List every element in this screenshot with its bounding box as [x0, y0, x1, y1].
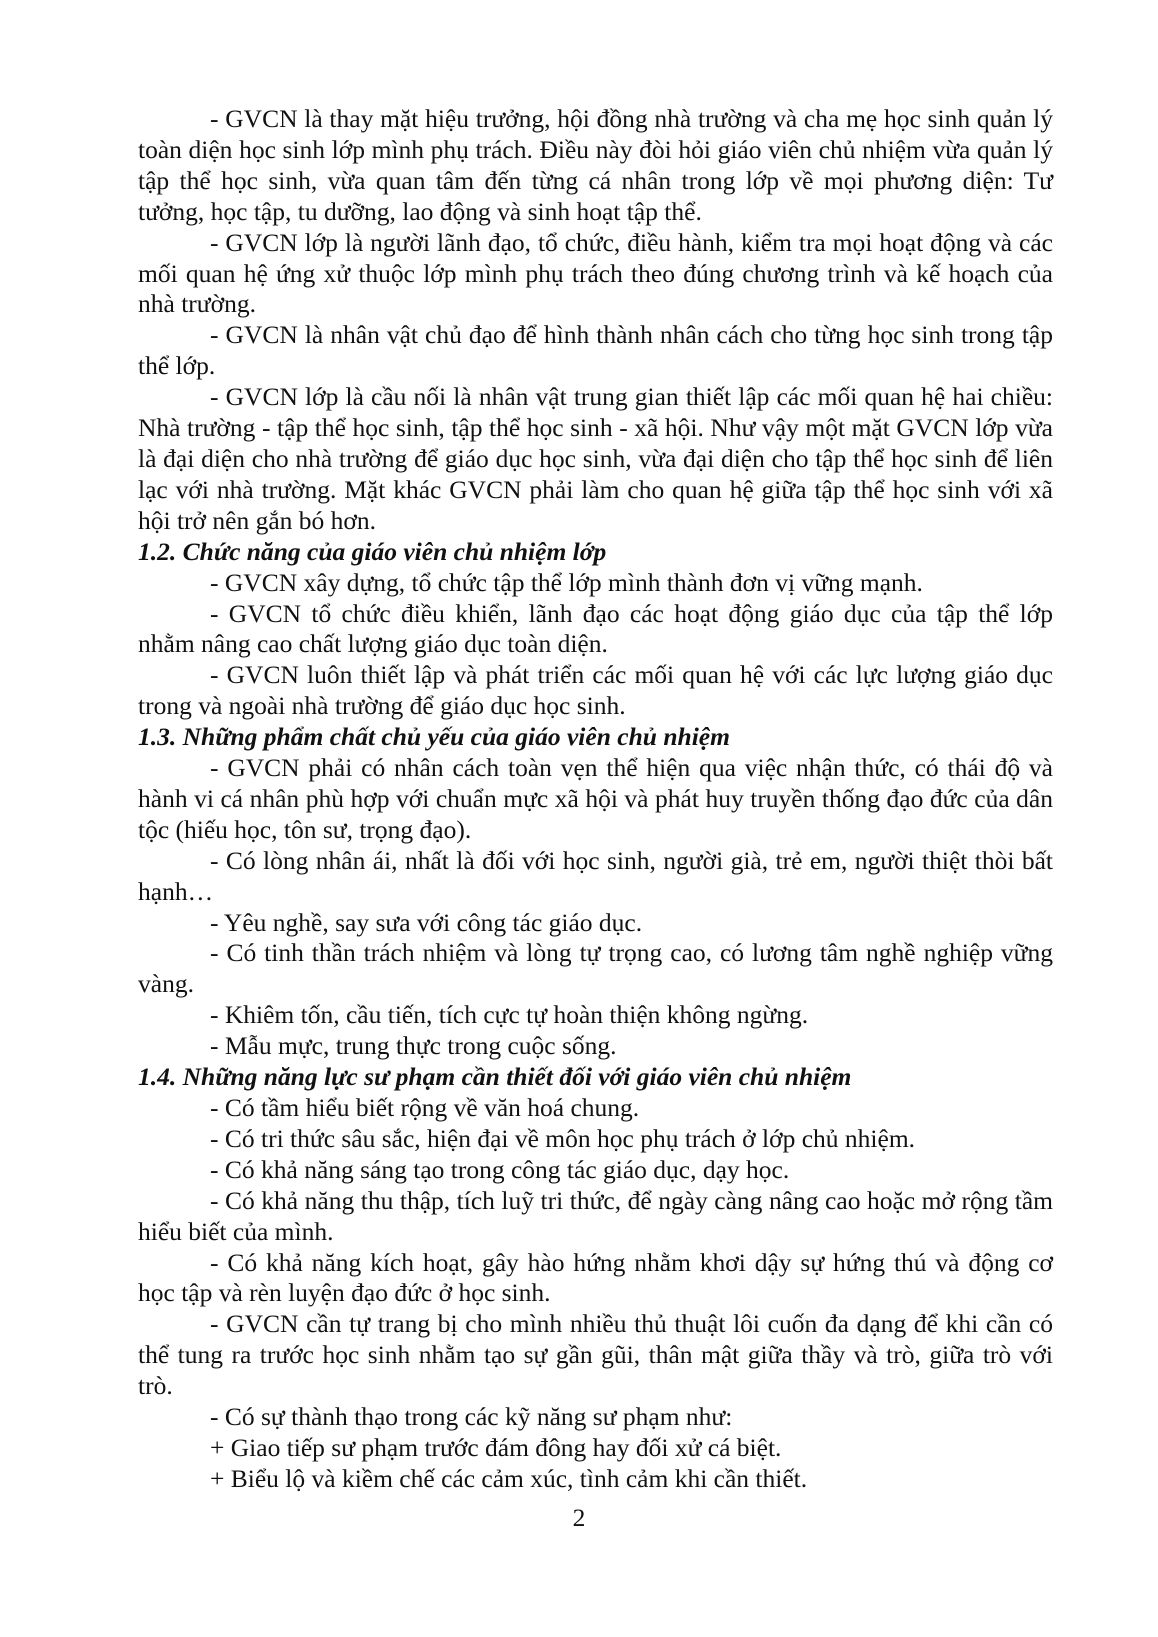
paragraph: - Có tinh thần trách nhiệm và lòng tự trọng cao, có lương tâm nghề nghiệp vững vàng. — [138, 938, 1053, 999]
page-number: 2 — [572, 1503, 586, 1532]
list-item: - Có tri thức sâu sắc, hiện đại về môn học phụ trách ở lớp chủ nhiệm. — [210, 1123, 916, 1153]
section-heading-1-3: 1.3. Những phẩm chất chủ yếu của giáo viên chủ nhiệm — [138, 722, 730, 752]
paragraph: - GVCN cần tự trang bị cho mình nhiều thủ thuật lôi cuốn đa dạng để khi cần có thể tung ra trước học sinh nhằm tạo sự gần gũi, thân mật giữa thầy và trò, giữa trò với trò. — [138, 1309, 1053, 1401]
paragraph: - GVCN tổ chức điều khiển, lãnh đạo các hoạt động giáo dục của tập thể lớp nhằm nâng cao chất lượng giáo dục toàn diện. — [138, 598, 1053, 659]
list-item: - Có khả năng sáng tạo trong công tác giáo dục, dạy học. — [210, 1154, 790, 1184]
list-item: + Biểu lộ và kiềm chế các cảm xúc, tình cảm khi cần thiết. — [210, 1463, 808, 1493]
paragraph: - Có lòng nhân ái, nhất là đối với học sinh, người già, trẻ em, người thiệt thòi bất hạnh… — [138, 845, 1053, 906]
paragraph: - Có khả năng thu thập, tích luỹ tri thức, để ngày càng nâng cao hoặc mở rộng tầm hiểu biết của mình. — [138, 1185, 1053, 1246]
list-item: - Yêu nghề, say sưa với công tác giáo dục. — [210, 907, 643, 937]
paragraph: - GVCN là nhân vật chủ đạo để hình thành nhân cách cho từng học sinh trong tập thể lớp. — [138, 320, 1053, 381]
paragraph: - Có khả năng kích hoạt, gây hào hứng nhằm khơi dậy sự hứng thú và động cơ học tập và rèn luyện đạo đức ở học sinh. — [138, 1247, 1053, 1308]
paragraph: - GVCN lớp là cầu nối là nhân vật trung gian thiết lập các mối quan hệ hai chiều: Nhà trường - tập thể học sinh, tập thể học sinh - xã hội. Như vậy một mặt GVCN lớp vừa là đại diện cho nhà trường để giáo dục học sinh, vừa đại diện cho tập thể học sinh để liên lạc với nhà trường. Mặt khác GVCN phải làm cho quan hệ giữa tập thể học sinh với xã hội trở nên gắn bó hơn. — [138, 382, 1053, 535]
list-item: - Có tầm hiểu biết rộng về văn hoá chung. — [210, 1093, 640, 1122]
document-page — [138, 104, 1053, 1495]
section-heading-1-2: 1.2. Chức năng của giáo viên chủ nhiệm lớp — [138, 536, 607, 566]
paragraph: - GVCN là thay mặt hiệu trưởng, hội đồng nhà trường và cha mẹ học sinh quản lý toàn diện học sinh lớp mình phụ trách. Điều này đòi hỏi giáo viên chủ nhiệm vừa quản lý tập thể học sinh, vừa quan tâm đến từng cá nhân trong lớp về mọi phương diện: Tư tưởng, học tập, tu dưỡng, lao động và sinh hoạt tập thể. — [138, 104, 1053, 226]
paragraph: - GVCN phải có nhân cách toàn vẹn thể hiện qua việc nhận thức, có thái độ và hành vi cá nhân phù hợp với chuẩn mực xã hội và phát huy truyền thống đạo đức của dân tộc (hiếu học, tôn sư, trọng đạo). — [138, 753, 1053, 844]
list-item: + Giao tiếp sư phạm trước đám đông hay đối xử cá biệt. — [210, 1432, 782, 1462]
list-item: - Có sự thành thạo trong các kỹ năng sư phạm như: — [210, 1402, 733, 1432]
list-item: - Khiêm tốn, cầu tiến, tích cực tự hoàn thiện không ngừng. — [210, 1000, 809, 1030]
list-item: - GVCN xây dựng, tổ chức tập thể lớp mình thành đơn vị vững mạnh. — [210, 567, 923, 597]
paragraph: - GVCN lớp là người lãnh đạo, tổ chức, điều hành, kiểm tra mọi hoạt động và các mối quan hệ ứng xử thuộc lớp mình phụ trách theo đúng chương trình và kế hoạch của nhà trường. — [138, 227, 1053, 319]
paragraph: - GVCN luôn thiết lập và phát triển các mối quan hệ với các lực lượng giáo dục trong và ngoài nhà trường để giáo dục học sinh. — [138, 660, 1053, 721]
list-item: - Mẫu mực, trung thực trong cuộc sống. — [210, 1031, 617, 1061]
section-heading-1-4: 1.4. Những năng lực sư phạm cần thiết đối với giáo viên chủ nhiệm — [138, 1062, 852, 1092]
